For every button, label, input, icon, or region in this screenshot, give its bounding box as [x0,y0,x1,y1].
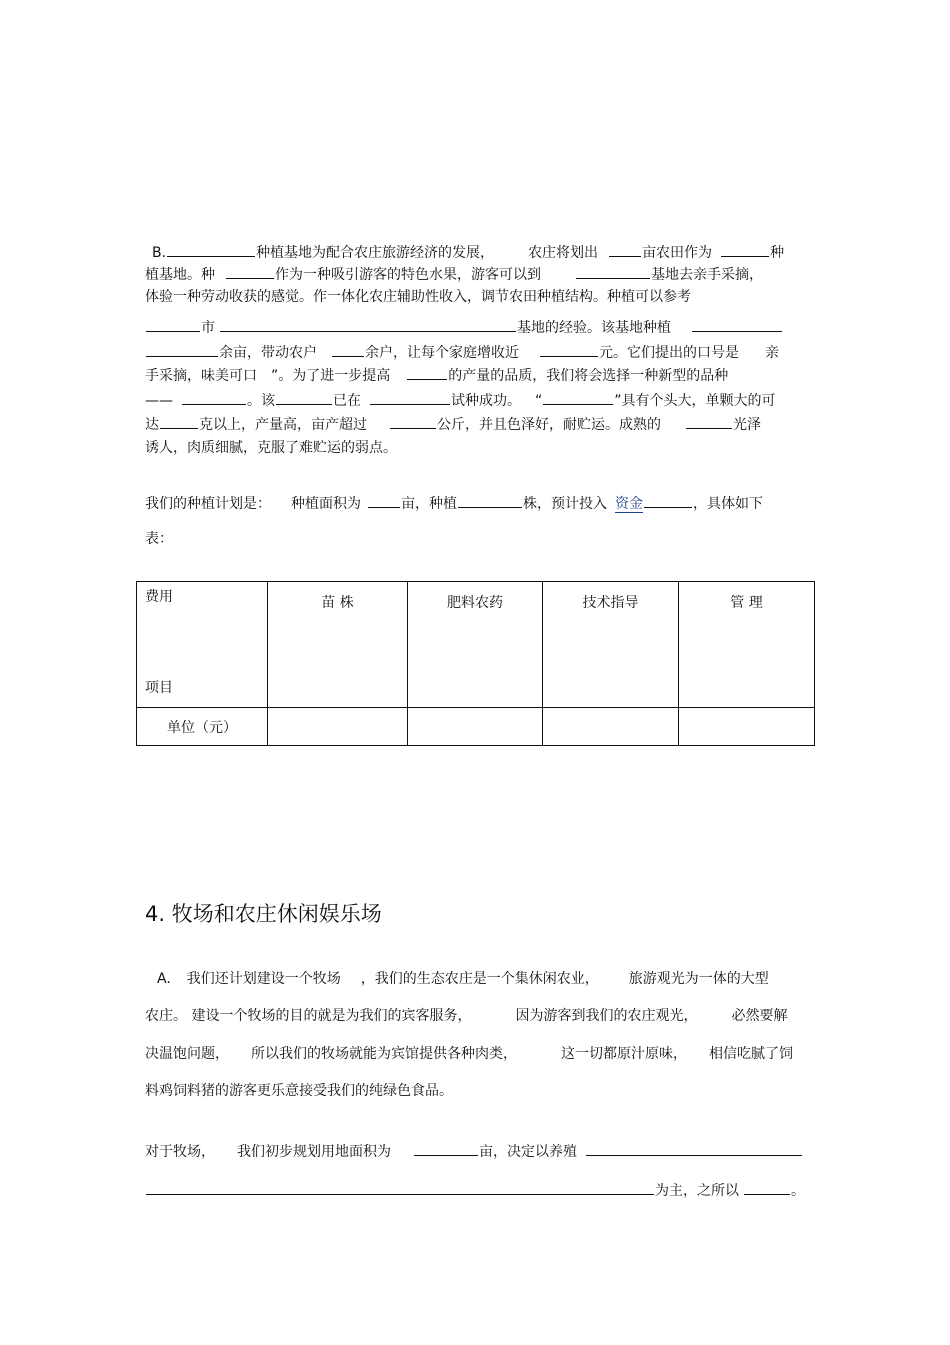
table-cell[interactable] [408,708,543,746]
cost-table [136,581,815,746]
para-4a-line-1: A. 我们还计划建设一个牧场 ，我们的生态农庄是一个集休闲农业， 旅游观光为一体的大型 [157,971,769,987]
column-header-seedlings: 苗 株 [268,582,408,708]
planting-plan-line: 我们的种植计划是： 种植面积为 亩，种植 株，预计投入 资金 ，具体如下 [145,493,763,513]
section-4-heading: 4. 牧场和农庄休闲娱乐场 [145,902,382,926]
table-cell[interactable] [268,708,408,746]
table-cell[interactable] [679,708,815,746]
para-b-line-6: 手采摘，味美可口 ”。为了进一步提高 的产量的品质，我们将会选择一种新型的品种 [145,365,728,385]
pasture-plan-line-1: 对于牧场， 我们初步规划用地面积为 亩，决定以养殖 [145,1141,803,1161]
para-b-line-8: 达 克以上，产量高，亩产超过 公斤，并且色泽好，耐贮运。成熟的 光泽 [145,414,761,434]
row-label-unit: 单位（元） [137,708,268,746]
table-header-row [137,582,815,708]
column-header-fertilizer: 肥料农药 [408,582,543,708]
table-corner-cell [137,582,268,708]
table-row [137,708,815,746]
corner-item-label: 项目 [145,680,173,696]
column-header-management: 管 理 [679,582,815,708]
para-b-line-5: 余亩，带动农户 余户，让每个家庭增收近 元。它们提出的口号是 亲 [145,342,779,362]
para-b-line-4: 市 基地的经验。该基地种植 [145,317,783,337]
pasture-plan-line-2: 为主，之所以 。 [145,1180,805,1200]
para-b-line-3: 体验一种劳动收获的感觉。作一体化农庄辅助性收入，调节农田种植结构。种植可以参考 [145,289,691,305]
para-b-line-2: 植基地。种 作为一种吸引游客的特色水果，游客可以到 基地去亲手采摘， [145,264,763,284]
para-4a-line-4: 料鸡饲料猪的游客更乐意接受我们的纯绿色食品。 [145,1083,453,1099]
column-header-technical: 技术指导 [543,582,679,708]
table-cell[interactable] [543,708,679,746]
para-b-line-7: —— 。该 已在 试种成功。 “ ”具有个头大，单颗大的可 [145,390,776,410]
corner-cost-label: 费用 [145,589,173,605]
funds-link[interactable]: 资金 [615,496,643,512]
para-b-line-1: B. 种植基地为配合农庄旅游经济的发展， 农庄将划出 亩农田作为 种 [152,242,784,262]
para-4a-line-2: 农庄。 建设一个牧场的目的就是为我们的宾客服务， 因为游客到我们的农庄观光， 必然要解 [145,1008,788,1024]
para-b-line-9: 诱人，肉质细腻，克服了难贮运的弱点。 [145,440,397,456]
para-4a-line-3: 决温饱问题， 所以我们的牧场就能为宾馆提供各种肉类， 这一切都原汁原味， 相信吃腻了饲 [145,1046,793,1062]
planting-plan-line-2: 表： [145,531,173,547]
